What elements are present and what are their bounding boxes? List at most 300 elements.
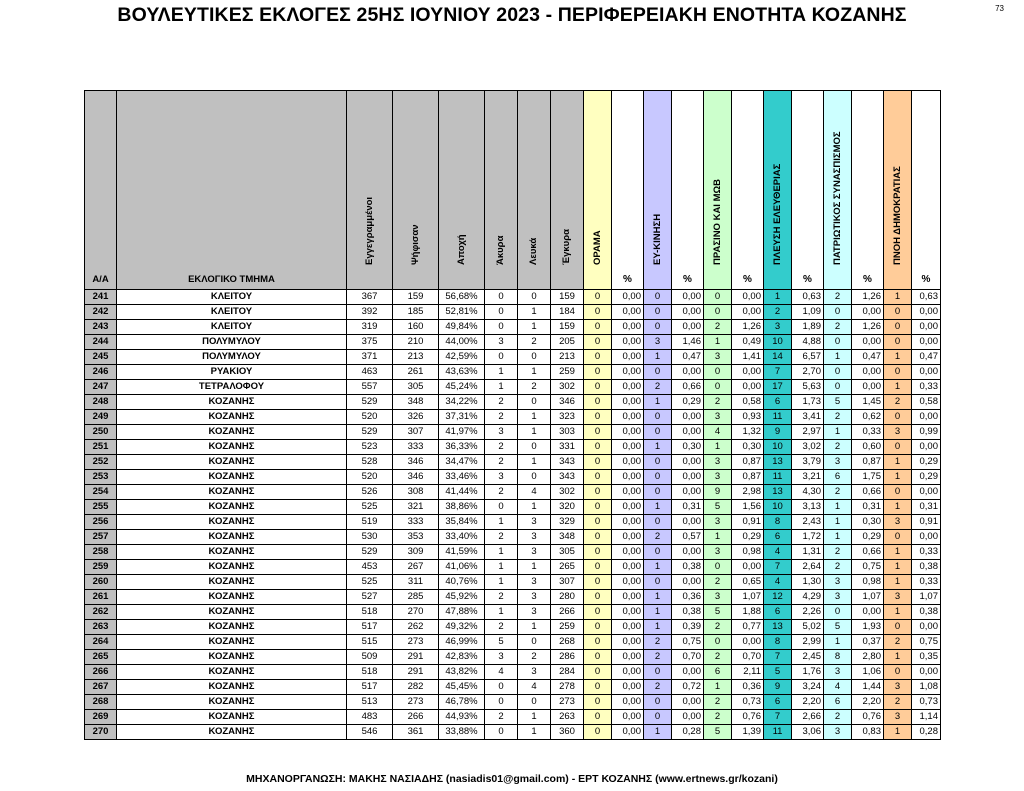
cell-eykinisi-pct: 0,00 bbox=[672, 710, 704, 725]
cell-tmima: ΚΟΖΑΝΗΣ bbox=[117, 515, 347, 530]
cell-eykinisi-pct: 0,28 bbox=[672, 725, 704, 740]
header-egkyra: Έγκυρα bbox=[551, 91, 584, 290]
cell-psifisan: 160 bbox=[393, 320, 439, 335]
cell-pnoi-pct: 0,28 bbox=[912, 725, 941, 740]
cell-apoxi: 33,40% bbox=[439, 530, 485, 545]
cell-akyra: 2 bbox=[485, 455, 518, 470]
cell-psifisan: 311 bbox=[393, 575, 439, 590]
cell-eykinisi-votes: 0 bbox=[644, 455, 672, 470]
cell-eykinisi-pct: 0,00 bbox=[672, 305, 704, 320]
cell-eggegrammenoi: 517 bbox=[347, 680, 393, 695]
cell-aa: 249 bbox=[85, 410, 117, 425]
cell-plefsi-pct: 5,02 bbox=[792, 620, 824, 635]
cell-eggegrammenoi: 453 bbox=[347, 560, 393, 575]
cell-plefsi-votes: 14 bbox=[764, 350, 792, 365]
cell-orama-pct: 0,00 bbox=[612, 485, 644, 500]
cell-orama-pct: 0,00 bbox=[612, 425, 644, 440]
cell-prasino-pct: 0,65 bbox=[732, 575, 764, 590]
table-row bbox=[85, 350, 941, 365]
cell-plefsi-pct: 2,43 bbox=[792, 515, 824, 530]
cell-psifisan: 305 bbox=[393, 380, 439, 395]
cell-psifisan: 321 bbox=[393, 500, 439, 515]
table-row bbox=[85, 305, 941, 320]
cell-prasino-votes: 0 bbox=[704, 365, 732, 380]
cell-egkyra: 259 bbox=[551, 620, 584, 635]
cell-leuka: 0 bbox=[518, 635, 551, 650]
cell-eggegrammenoi: 523 bbox=[347, 440, 393, 455]
cell-eggegrammenoi: 513 bbox=[347, 695, 393, 710]
cell-leuka: 2 bbox=[518, 335, 551, 350]
cell-akyra: 2 bbox=[485, 530, 518, 545]
cell-eggegrammenoi: 371 bbox=[347, 350, 393, 365]
cell-pnoi-pct: 1,07 bbox=[912, 590, 941, 605]
cell-patriotikos-pct: 0,60 bbox=[852, 440, 884, 455]
cell-orama-votes: 0 bbox=[584, 320, 612, 335]
cell-orama-votes: 0 bbox=[584, 470, 612, 485]
cell-pnoi-pct: 0,00 bbox=[912, 485, 941, 500]
cell-psifisan: 291 bbox=[393, 665, 439, 680]
cell-akyra: 0 bbox=[485, 680, 518, 695]
table-row bbox=[85, 635, 941, 650]
cell-eggegrammenoi: 528 bbox=[347, 455, 393, 470]
cell-tmima: ΚΟΖΑΝΗΣ bbox=[117, 530, 347, 545]
cell-tmima: ΠΟΛΥΜΥΛΟΥ bbox=[117, 350, 347, 365]
cell-prasino-votes: 0 bbox=[704, 560, 732, 575]
table-row bbox=[85, 440, 941, 455]
cell-egkyra: 302 bbox=[551, 380, 584, 395]
cell-egkyra: 348 bbox=[551, 530, 584, 545]
cell-patriotikos-votes: 2 bbox=[824, 440, 852, 455]
cell-leuka: 3 bbox=[518, 515, 551, 530]
cell-plefsi-pct: 3,06 bbox=[792, 725, 824, 740]
cell-prasino-pct: 0,76 bbox=[732, 710, 764, 725]
cell-leuka: 3 bbox=[518, 590, 551, 605]
cell-plefsi-votes: 8 bbox=[764, 515, 792, 530]
cell-psifisan: 273 bbox=[393, 695, 439, 710]
header-pct-plefsi: % bbox=[792, 91, 824, 290]
cell-psifisan: 185 bbox=[393, 305, 439, 320]
cell-patriotikos-votes: 2 bbox=[824, 410, 852, 425]
cell-plefsi-votes: 10 bbox=[764, 335, 792, 350]
table-row bbox=[85, 320, 941, 335]
table-row bbox=[85, 410, 941, 425]
cell-apoxi: 37,31% bbox=[439, 410, 485, 425]
cell-orama-pct: 0,00 bbox=[612, 500, 644, 515]
cell-prasino-pct: 0,58 bbox=[732, 395, 764, 410]
header-tmima: ΕΚΛΟΓΙΚΟ ΤΜΗΜΑ bbox=[117, 91, 347, 290]
cell-pnoi-votes: 0 bbox=[884, 320, 912, 335]
cell-prasino-pct: 0,00 bbox=[732, 365, 764, 380]
cell-pnoi-votes: 3 bbox=[884, 515, 912, 530]
cell-orama-pct: 0,00 bbox=[612, 470, 644, 485]
cell-akyra: 3 bbox=[485, 425, 518, 440]
cell-patriotikos-pct: 0,00 bbox=[852, 605, 884, 620]
cell-akyra: 1 bbox=[485, 515, 518, 530]
table-row bbox=[85, 575, 941, 590]
cell-eykinisi-pct: 0,00 bbox=[672, 290, 704, 305]
cell-eykinisi-pct: 0,39 bbox=[672, 620, 704, 635]
cell-apoxi: 44,00% bbox=[439, 335, 485, 350]
cell-patriotikos-votes: 0 bbox=[824, 335, 852, 350]
cell-orama-votes: 0 bbox=[584, 425, 612, 440]
cell-plefsi-pct: 5,63 bbox=[792, 380, 824, 395]
cell-orama-votes: 0 bbox=[584, 395, 612, 410]
cell-prasino-votes: 3 bbox=[704, 455, 732, 470]
cell-apoxi: 41,59% bbox=[439, 545, 485, 560]
cell-pnoi-pct: 0,38 bbox=[912, 560, 941, 575]
cell-eggegrammenoi: 517 bbox=[347, 620, 393, 635]
cell-patriotikos-votes: 0 bbox=[824, 365, 852, 380]
cell-psifisan: 285 bbox=[393, 590, 439, 605]
cell-psifisan: 346 bbox=[393, 470, 439, 485]
cell-plefsi-pct: 3,13 bbox=[792, 500, 824, 515]
cell-psifisan: 282 bbox=[393, 680, 439, 695]
cell-leuka: 1 bbox=[518, 425, 551, 440]
cell-eggegrammenoi: 529 bbox=[347, 545, 393, 560]
cell-pnoi-votes: 3 bbox=[884, 590, 912, 605]
cell-plefsi-votes: 3 bbox=[764, 320, 792, 335]
cell-orama-pct: 0,00 bbox=[612, 560, 644, 575]
cell-tmima: ΚΟΖΑΝΗΣ bbox=[117, 680, 347, 695]
cell-aa: 259 bbox=[85, 560, 117, 575]
page-title: ΒΟΥΛΕΥΤΙΚΕΣ ΕΚΛΟΓΕΣ 25ΗΣ ΙΟΥΝΙΟΥ 2023 - ΠΕΡΙΦΕΡΕΙΑΚΗ ΕΝΟΤΗΤΑ ΚΟΖΑΝΗΣ bbox=[117, 4, 907, 26]
header-pct-eykinisi: % bbox=[672, 91, 704, 290]
cell-aa: 243 bbox=[85, 320, 117, 335]
cell-apoxi: 33,88% bbox=[439, 725, 485, 740]
cell-akyra: 0 bbox=[485, 320, 518, 335]
cell-pnoi-votes: 1 bbox=[884, 725, 912, 740]
cell-aa: 257 bbox=[85, 530, 117, 545]
cell-prasino-pct: 1,88 bbox=[732, 605, 764, 620]
cell-leuka: 1 bbox=[518, 560, 551, 575]
cell-pnoi-pct: 0,99 bbox=[912, 425, 941, 440]
cell-eykinisi-votes: 2 bbox=[644, 530, 672, 545]
cell-orama-pct: 0,00 bbox=[612, 455, 644, 470]
cell-orama-votes: 0 bbox=[584, 350, 612, 365]
cell-orama-pct: 0,00 bbox=[612, 395, 644, 410]
cell-leuka: 4 bbox=[518, 485, 551, 500]
cell-pnoi-votes: 1 bbox=[884, 560, 912, 575]
cell-apoxi: 43,82% bbox=[439, 665, 485, 680]
cell-tmima: ΚΟΖΑΝΗΣ bbox=[117, 695, 347, 710]
cell-egkyra: 320 bbox=[551, 500, 584, 515]
cell-patriotikos-pct: 0,66 bbox=[852, 545, 884, 560]
table-row bbox=[85, 485, 941, 500]
cell-eggegrammenoi: 557 bbox=[347, 380, 393, 395]
cell-prasino-votes: 3 bbox=[704, 350, 732, 365]
cell-patriotikos-votes: 2 bbox=[824, 290, 852, 305]
cell-eykinisi-pct: 0,72 bbox=[672, 680, 704, 695]
cell-plefsi-votes: 8 bbox=[764, 635, 792, 650]
cell-eykinisi-pct: 0,38 bbox=[672, 605, 704, 620]
cell-psifisan: 307 bbox=[393, 425, 439, 440]
cell-eggegrammenoi: 529 bbox=[347, 425, 393, 440]
cell-eykinisi-votes: 0 bbox=[644, 710, 672, 725]
cell-prasino-votes: 3 bbox=[704, 470, 732, 485]
cell-egkyra: 205 bbox=[551, 335, 584, 350]
cell-eggegrammenoi: 509 bbox=[347, 650, 393, 665]
cell-eykinisi-votes: 1 bbox=[644, 605, 672, 620]
cell-egkyra: 303 bbox=[551, 425, 584, 440]
cell-orama-pct: 0,00 bbox=[612, 350, 644, 365]
page-number: 73 bbox=[995, 4, 1004, 13]
cell-eggegrammenoi: 530 bbox=[347, 530, 393, 545]
cell-prasino-pct: 0,93 bbox=[732, 410, 764, 425]
cell-plefsi-votes: 13 bbox=[764, 620, 792, 635]
cell-apoxi: 45,92% bbox=[439, 590, 485, 605]
cell-patriotikos-votes: 0 bbox=[824, 605, 852, 620]
table-row bbox=[85, 560, 941, 575]
cell-orama-votes: 0 bbox=[584, 515, 612, 530]
results-table bbox=[84, 90, 941, 740]
cell-patriotikos-pct: 1,93 bbox=[852, 620, 884, 635]
cell-patriotikos-pct: 0,00 bbox=[852, 365, 884, 380]
cell-akyra: 2 bbox=[485, 440, 518, 455]
cell-apoxi: 35,84% bbox=[439, 515, 485, 530]
cell-eykinisi-pct: 1,46 bbox=[672, 335, 704, 350]
cell-orama-votes: 0 bbox=[584, 440, 612, 455]
cell-prasino-votes: 0 bbox=[704, 290, 732, 305]
header-leuka: Λευκά bbox=[518, 91, 551, 290]
cell-pnoi-votes: 2 bbox=[884, 395, 912, 410]
cell-pnoi-pct: 0,31 bbox=[912, 500, 941, 515]
cell-tmima: ΚΟΖΑΝΗΣ bbox=[117, 665, 347, 680]
cell-apoxi: 49,84% bbox=[439, 320, 485, 335]
cell-apoxi: 44,93% bbox=[439, 710, 485, 725]
cell-orama-pct: 0,00 bbox=[612, 530, 644, 545]
cell-psifisan: 346 bbox=[393, 455, 439, 470]
table-row bbox=[85, 500, 941, 515]
cell-eykinisi-votes: 0 bbox=[644, 515, 672, 530]
cell-plefsi-votes: 9 bbox=[764, 425, 792, 440]
cell-prasino-pct: 0,98 bbox=[732, 545, 764, 560]
cell-prasino-votes: 0 bbox=[704, 380, 732, 395]
cell-pnoi-pct: 1,08 bbox=[912, 680, 941, 695]
cell-pnoi-pct: 0,29 bbox=[912, 470, 941, 485]
cell-patriotikos-votes: 0 bbox=[824, 380, 852, 395]
cell-akyra: 5 bbox=[485, 635, 518, 650]
cell-aa: 256 bbox=[85, 515, 117, 530]
cell-plefsi-votes: 6 bbox=[764, 695, 792, 710]
cell-akyra: 3 bbox=[485, 470, 518, 485]
cell-aa: 247 bbox=[85, 380, 117, 395]
cell-apoxi: 41,44% bbox=[439, 485, 485, 500]
cell-psifisan: 308 bbox=[393, 485, 439, 500]
cell-patriotikos-votes: 1 bbox=[824, 350, 852, 365]
cell-apoxi: 45,45% bbox=[439, 680, 485, 695]
cell-egkyra: 159 bbox=[551, 290, 584, 305]
cell-pnoi-votes: 0 bbox=[884, 365, 912, 380]
cell-aa: 253 bbox=[85, 470, 117, 485]
cell-egkyra: 302 bbox=[551, 485, 584, 500]
cell-apoxi: 38,86% bbox=[439, 500, 485, 515]
cell-eggegrammenoi: 527 bbox=[347, 590, 393, 605]
cell-orama-votes: 0 bbox=[584, 680, 612, 695]
cell-eykinisi-votes: 1 bbox=[644, 725, 672, 740]
cell-patriotikos-votes: 1 bbox=[824, 500, 852, 515]
cell-egkyra: 268 bbox=[551, 635, 584, 650]
cell-aa: 264 bbox=[85, 635, 117, 650]
cell-tmima: ΚΟΖΑΝΗΣ bbox=[117, 725, 347, 740]
cell-leuka: 3 bbox=[518, 575, 551, 590]
cell-orama-votes: 0 bbox=[584, 305, 612, 320]
table-row bbox=[85, 335, 941, 350]
cell-pnoi-pct: 0,58 bbox=[912, 395, 941, 410]
cell-leuka: 2 bbox=[518, 380, 551, 395]
cell-leuka: 0 bbox=[518, 470, 551, 485]
table-row bbox=[85, 545, 941, 560]
cell-eykinisi-votes: 1 bbox=[644, 350, 672, 365]
cell-eykinisi-pct: 0,66 bbox=[672, 380, 704, 395]
cell-patriotikos-votes: 5 bbox=[824, 395, 852, 410]
cell-prasino-votes: 2 bbox=[704, 695, 732, 710]
cell-patriotikos-votes: 1 bbox=[824, 530, 852, 545]
cell-tmima: ΚΟΖΑΝΗΣ bbox=[117, 620, 347, 635]
cell-prasino-pct: 1,07 bbox=[732, 590, 764, 605]
cell-pnoi-pct: 0,00 bbox=[912, 440, 941, 455]
cell-akyra: 3 bbox=[485, 650, 518, 665]
cell-orama-votes: 0 bbox=[584, 530, 612, 545]
cell-plefsi-pct: 1,31 bbox=[792, 545, 824, 560]
cell-aa: 252 bbox=[85, 455, 117, 470]
cell-egkyra: 307 bbox=[551, 575, 584, 590]
cell-pnoi-votes: 1 bbox=[884, 545, 912, 560]
cell-eykinisi-votes: 0 bbox=[644, 410, 672, 425]
cell-patriotikos-votes: 4 bbox=[824, 680, 852, 695]
cell-pnoi-pct: 0,00 bbox=[912, 410, 941, 425]
cell-pnoi-votes: 1 bbox=[884, 290, 912, 305]
cell-akyra: 1 bbox=[485, 560, 518, 575]
cell-egkyra: 259 bbox=[551, 365, 584, 380]
cell-prasino-votes: 2 bbox=[704, 620, 732, 635]
cell-tmima: ΚΟΖΑΝΗΣ bbox=[117, 455, 347, 470]
cell-patriotikos-votes: 2 bbox=[824, 560, 852, 575]
cell-leuka: 1 bbox=[518, 365, 551, 380]
cell-orama-pct: 0,00 bbox=[612, 695, 644, 710]
cell-pnoi-pct: 0,33 bbox=[912, 575, 941, 590]
cell-plefsi-pct: 4,88 bbox=[792, 335, 824, 350]
cell-orama-votes: 0 bbox=[584, 725, 612, 740]
cell-akyra: 0 bbox=[485, 500, 518, 515]
cell-aa: 255 bbox=[85, 500, 117, 515]
cell-plefsi-pct: 2,20 bbox=[792, 695, 824, 710]
cell-prasino-pct: 1,56 bbox=[732, 500, 764, 515]
cell-orama-pct: 0,00 bbox=[612, 605, 644, 620]
cell-tmima: ΚΟΖΑΝΗΣ bbox=[117, 650, 347, 665]
cell-eggegrammenoi: 529 bbox=[347, 395, 393, 410]
cell-aa: 246 bbox=[85, 365, 117, 380]
header-party-plefsi: ΠΛΕΥΣΗ ΕΛΕΥΘΕΡΙΑΣ bbox=[764, 91, 792, 290]
cell-leuka: 1 bbox=[518, 710, 551, 725]
cell-orama-pct: 0,00 bbox=[612, 365, 644, 380]
cell-prasino-pct: 1,39 bbox=[732, 725, 764, 740]
cell-pnoi-votes: 0 bbox=[884, 410, 912, 425]
cell-plefsi-pct: 3,24 bbox=[792, 680, 824, 695]
cell-akyra: 1 bbox=[485, 365, 518, 380]
cell-psifisan: 309 bbox=[393, 545, 439, 560]
cell-prasino-pct: 0,29 bbox=[732, 530, 764, 545]
cell-eykinisi-pct: 0,29 bbox=[672, 395, 704, 410]
cell-pnoi-pct: 0,38 bbox=[912, 605, 941, 620]
cell-eykinisi-pct: 0,00 bbox=[672, 515, 704, 530]
cell-aa: 250 bbox=[85, 425, 117, 440]
cell-akyra: 1 bbox=[485, 605, 518, 620]
cell-eggegrammenoi: 375 bbox=[347, 335, 393, 350]
cell-plefsi-votes: 12 bbox=[764, 590, 792, 605]
cell-orama-votes: 0 bbox=[584, 335, 612, 350]
cell-tmima: ΚΟΖΑΝΗΣ bbox=[117, 605, 347, 620]
cell-eykinisi-pct: 0,57 bbox=[672, 530, 704, 545]
cell-tmima: ΚΟΖΑΝΗΣ bbox=[117, 485, 347, 500]
cell-orama-pct: 0,00 bbox=[612, 575, 644, 590]
cell-tmima: ΚΛΕΙΤΟΥ bbox=[117, 290, 347, 305]
cell-psifisan: 326 bbox=[393, 410, 439, 425]
cell-leuka: 1 bbox=[518, 410, 551, 425]
cell-akyra: 1 bbox=[485, 545, 518, 560]
cell-psifisan: 267 bbox=[393, 560, 439, 575]
cell-prasino-votes: 4 bbox=[704, 425, 732, 440]
cell-eykinisi-votes: 0 bbox=[644, 485, 672, 500]
cell-pnoi-votes: 0 bbox=[884, 530, 912, 545]
cell-eykinisi-pct: 0,70 bbox=[672, 650, 704, 665]
cell-eggegrammenoi: 515 bbox=[347, 635, 393, 650]
table-row bbox=[85, 710, 941, 725]
cell-orama-pct: 0,00 bbox=[612, 440, 644, 455]
cell-patriotikos-pct: 1,26 bbox=[852, 290, 884, 305]
cell-patriotikos-pct: 0,76 bbox=[852, 710, 884, 725]
cell-prasino-pct: 2,11 bbox=[732, 665, 764, 680]
cell-plefsi-votes: 10 bbox=[764, 440, 792, 455]
cell-patriotikos-pct: 0,31 bbox=[852, 500, 884, 515]
cell-patriotikos-pct: 0,00 bbox=[852, 380, 884, 395]
cell-egkyra: 263 bbox=[551, 710, 584, 725]
cell-plefsi-pct: 2,97 bbox=[792, 425, 824, 440]
cell-eggegrammenoi: 525 bbox=[347, 575, 393, 590]
cell-eykinisi-pct: 0,38 bbox=[672, 560, 704, 575]
cell-patriotikos-votes: 6 bbox=[824, 470, 852, 485]
cell-plefsi-pct: 3,79 bbox=[792, 455, 824, 470]
table-row bbox=[85, 665, 941, 680]
cell-prasino-pct: 0,00 bbox=[732, 305, 764, 320]
cell-pnoi-votes: 1 bbox=[884, 575, 912, 590]
cell-prasino-votes: 5 bbox=[704, 500, 732, 515]
cell-apoxi: 34,47% bbox=[439, 455, 485, 470]
cell-patriotikos-votes: 2 bbox=[824, 320, 852, 335]
cell-pnoi-pct: 0,00 bbox=[912, 665, 941, 680]
cell-eggegrammenoi: 519 bbox=[347, 515, 393, 530]
cell-prasino-votes: 6 bbox=[704, 665, 732, 680]
cell-eykinisi-votes: 1 bbox=[644, 590, 672, 605]
header-party-patriotikos: ΠΑΤΡΙΩΤΙΚΟΣ ΣΥΝΑΣΠΙΣΜΟΣ bbox=[824, 91, 852, 290]
cell-eykinisi-votes: 0 bbox=[644, 470, 672, 485]
table-body bbox=[85, 290, 941, 740]
cell-aa: 258 bbox=[85, 545, 117, 560]
cell-patriotikos-pct: 2,20 bbox=[852, 695, 884, 710]
cell-aa: 241 bbox=[85, 290, 117, 305]
header-party-orama: ΟΡΑΜΑ bbox=[584, 91, 612, 290]
cell-patriotikos-votes: 6 bbox=[824, 695, 852, 710]
cell-prasino-votes: 5 bbox=[704, 725, 732, 740]
cell-pnoi-votes: 1 bbox=[884, 650, 912, 665]
cell-tmima: ΚΟΖΑΝΗΣ bbox=[117, 470, 347, 485]
cell-patriotikos-pct: 1,75 bbox=[852, 470, 884, 485]
cell-egkyra: 278 bbox=[551, 680, 584, 695]
cell-pnoi-votes: 3 bbox=[884, 680, 912, 695]
table-header bbox=[85, 91, 941, 290]
cell-plefsi-pct: 4,30 bbox=[792, 485, 824, 500]
cell-apoxi: 45,24% bbox=[439, 380, 485, 395]
cell-psifisan: 266 bbox=[393, 710, 439, 725]
